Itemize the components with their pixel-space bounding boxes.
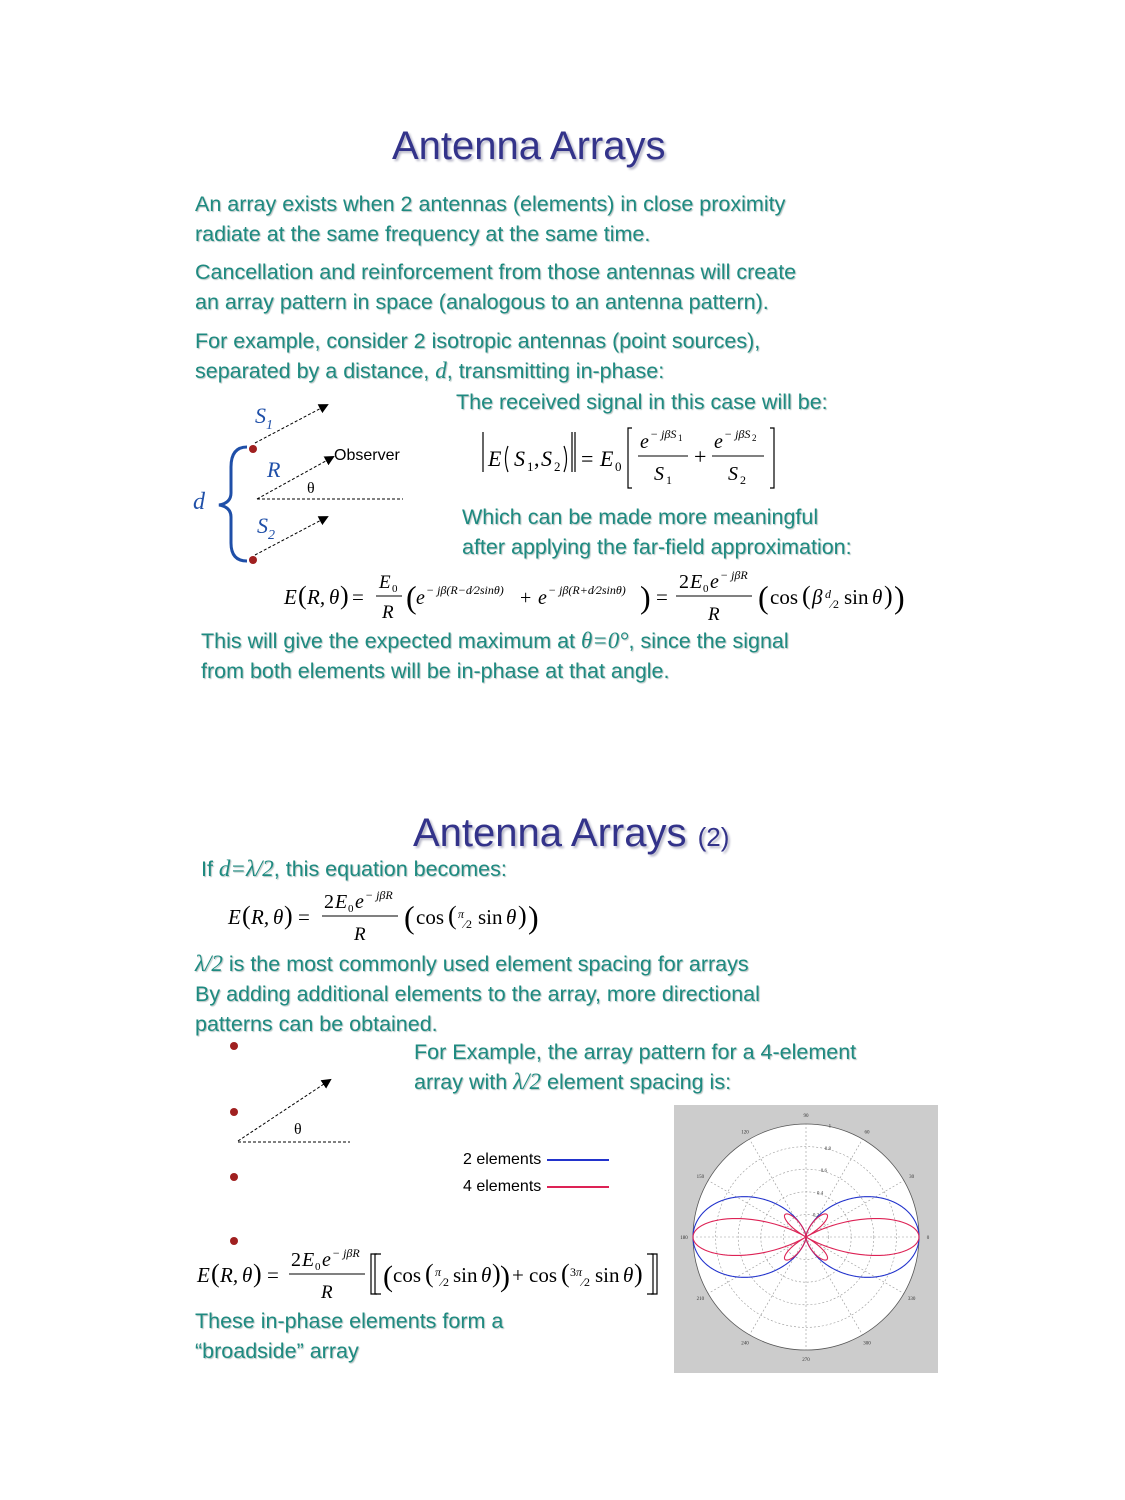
polar-angle-label: 120 [741, 1130, 749, 1136]
svg-text:⁄2: ⁄2 [441, 1275, 450, 1289]
polar-angle-label: 180 [680, 1236, 688, 1241]
svg-text:cos: cos [770, 585, 798, 609]
svg-text:0: 0 [315, 1261, 321, 1273]
maximum-text: This will give the expected maximum at θ=0°, since the signal from both elements will be in-phase at that angle. [201, 628, 789, 683]
far-field-equation [282, 568, 922, 628]
svg-text:θ: θ [506, 905, 517, 929]
svg-text:=: = [298, 905, 310, 929]
svg-text:2: 2 [679, 571, 689, 593]
svg-text:θ: θ [481, 1263, 492, 1287]
svg-text:E: E [197, 1263, 210, 1287]
element-dot-3 [230, 1173, 238, 1181]
r-label: R [267, 457, 281, 482]
polar-angle-label: 0 [926, 1236, 930, 1241]
svg-text:E: E [690, 571, 703, 593]
element-dot-2 [230, 1108, 238, 1116]
svg-text:sin: sin [478, 905, 503, 929]
svg-text:sin: sin [595, 1263, 620, 1287]
svg-text:): ) [253, 1259, 262, 1288]
d-label: d [193, 489, 205, 515]
legend-line-2-elements [547, 1159, 609, 1161]
observer-label: Observer [334, 447, 400, 464]
polar-angle-label: 240 [741, 1341, 749, 1347]
svg-text:cos: cos [393, 1263, 421, 1287]
polar-radius-label: 1 [828, 1124, 832, 1130]
svg-text:(: ( [211, 1259, 220, 1288]
svg-text:⁄2: ⁄2 [831, 597, 840, 611]
svg-text:θ: θ [273, 905, 284, 929]
meaningful-text: Which can be made more meaningful after applying the far-field approximation: [462, 505, 852, 559]
svg-text:1: 1 [666, 473, 672, 487]
polar-angle-label: 30 [909, 1175, 915, 1180]
svg-text:E: E [488, 446, 502, 471]
para1-line2: radiate at the same frequency at the same time. [195, 222, 651, 246]
svg-text:): ) [528, 899, 539, 935]
svg-text:R,: R, [251, 905, 270, 929]
example-text: For Example, the array pattern for a 4-element array with λ/2 element spacing is: [414, 1040, 857, 1094]
svg-text:+: + [694, 444, 707, 469]
svg-text:(: ( [561, 1259, 570, 1288]
svg-text:=: = [352, 585, 364, 609]
svg-text:E: E [379, 572, 391, 593]
svg-text:(: ( [406, 579, 417, 615]
legend-line-4-elements [547, 1186, 609, 1188]
svg-text:sin: sin [844, 585, 869, 609]
svg-text:β: β [812, 585, 823, 609]
half-wavelength-equation [226, 888, 566, 948]
svg-text:θ: θ [329, 585, 340, 609]
svg-text:e: e [640, 431, 649, 453]
slide1-title: Antenna Arrays [392, 124, 666, 168]
svg-text:): ) [500, 1260, 510, 1293]
svg-text:R: R [382, 602, 394, 623]
para1-line1: An array exists when 2 antennas (elements) in close proximity [195, 192, 786, 216]
svg-text:θ: θ [872, 585, 883, 609]
polar-pattern-chart [674, 1105, 938, 1373]
svg-text:=: = [656, 585, 668, 609]
svg-text:=: = [267, 1263, 279, 1287]
svg-text:): ) [634, 1259, 643, 1288]
svg-text:− jβ(R−d⁄2sinθ): − jβ(R−d⁄2sinθ) [426, 583, 504, 597]
legend [463, 1146, 609, 1200]
spacing-text-block: λ/2 is the most commonly used element spacing for arrays By adding additional elements to the array, more directional patterns can be obtained. [195, 951, 760, 1036]
brace-shape [219, 447, 247, 561]
legend-item-2-elements [463, 1146, 609, 1173]
svg-text:(: ( [758, 579, 769, 615]
svg-text:R: R [354, 924, 366, 945]
svg-text:(: ( [298, 581, 307, 610]
svg-text:R,: R, [220, 1263, 239, 1287]
polar-radius-label: 0.6 [820, 1169, 828, 1175]
polar-radius-label: 0.4 [816, 1191, 824, 1197]
svg-text:R,: R, [307, 585, 326, 609]
svg-text:R: R [321, 1282, 333, 1303]
svg-text:(: ( [802, 581, 811, 610]
legend-label-4-elements: 4 elements [463, 1177, 542, 1195]
svg-text:− jβ(R+d⁄2sinθ): − jβ(R+d⁄2sinθ) [548, 583, 626, 597]
svg-text:S: S [514, 446, 525, 471]
polar-radius-label: 0.2 [812, 1213, 820, 1219]
polar-angle-label: 90 [803, 1114, 809, 1119]
svg-text:0: 0 [392, 583, 398, 595]
legend-label-2-elements: 2 elements [463, 1150, 542, 1168]
svg-text:(: ( [404, 899, 415, 935]
element-dot-1 [230, 1042, 238, 1050]
s1-label: $S_1$ [255, 403, 273, 433]
array-factor-equation [195, 1244, 670, 1306]
svg-text:S: S [728, 463, 738, 485]
svg-text:(: ( [448, 901, 457, 930]
svg-text:π: π [435, 1265, 442, 1279]
if-text: If d=λ/2, this equation becomes: [201, 856, 507, 881]
svg-text:3: 3 [570, 1265, 576, 1279]
para3-line2: separated by a distance, d, transmitting in-phase: [195, 358, 665, 383]
svg-text:− jβR: − jβR [365, 888, 393, 902]
svg-text:E: E [302, 1249, 315, 1271]
svg-text:e: e [322, 1249, 331, 1271]
svg-text:E: E [284, 585, 297, 609]
svg-text:2: 2 [291, 1249, 301, 1271]
svg-text:2: 2 [740, 473, 746, 487]
svg-text:(: ( [383, 1260, 393, 1293]
svg-text:1: 1 [678, 433, 683, 443]
svg-text:e: e [355, 891, 364, 913]
svg-text:⁄2: ⁄2 [464, 917, 473, 931]
svg-text:2: 2 [554, 459, 561, 474]
two-element-diagram [185, 395, 425, 575]
theta-label: θ [307, 480, 315, 497]
svg-text:): ) [492, 1259, 501, 1288]
svg-text:+: + [520, 587, 532, 609]
svg-text:⁄2: ⁄2 [582, 1275, 591, 1289]
svg-text:π: π [576, 1265, 583, 1279]
received-signal-equation [478, 424, 788, 494]
svg-text:): ) [340, 581, 349, 610]
s2-label: $S_2$ [257, 513, 275, 543]
svg-text:− jβR: − jβR [720, 568, 748, 582]
element-dot-top [249, 445, 257, 453]
svg-text:(: ( [242, 901, 251, 930]
polar-angle-label: 150 [696, 1175, 705, 1180]
svg-text:d: d [825, 587, 831, 601]
polar-angle-label: 210 [696, 1297, 705, 1302]
polar-radius-label: 0.8 [824, 1146, 831, 1152]
broadside-text: These in-phase elements form a “broadside” array [195, 1309, 504, 1363]
svg-text:θ: θ [623, 1263, 634, 1287]
polar-angle-label: 60 [864, 1130, 870, 1136]
svg-text:− jβS: − jβS [724, 427, 751, 441]
svg-text:2: 2 [752, 433, 757, 443]
svg-text:(: ( [425, 1259, 434, 1288]
svg-text:): ) [518, 901, 527, 930]
svg-text:θ: θ [242, 1263, 253, 1287]
slide1-text-block [195, 189, 796, 386]
received-signal-text: The received signal in this case will be: [456, 390, 828, 414]
theta-label-2: θ [294, 1121, 302, 1138]
svg-text:e: e [538, 587, 547, 609]
svg-text:e: e [714, 431, 723, 453]
polar-angle-label: 330 [907, 1297, 916, 1302]
svg-text:0: 0 [703, 583, 709, 595]
slide2-title-suffix: (2) [697, 822, 730, 852]
svg-text:1: 1 [527, 459, 534, 474]
svg-text:,: , [534, 446, 540, 471]
svg-text:E: E [600, 446, 614, 471]
svg-text:E: E [335, 891, 348, 913]
svg-text:e: e [710, 571, 719, 593]
svg-text:): ) [894, 579, 905, 615]
polar-angle-label: 300 [863, 1341, 871, 1347]
four-element-diagram [222, 1036, 362, 1251]
legend-item-4-elements [463, 1173, 609, 1200]
svg-text:e: e [416, 587, 425, 609]
svg-text:0: 0 [348, 903, 354, 915]
svg-text:− jβS: − jβS [650, 427, 677, 441]
polar-angle-label: 270 [802, 1358, 810, 1363]
slide2-title: Antenna Arrays (2) [413, 811, 730, 855]
svg-text:sin: sin [453, 1263, 478, 1287]
svg-text:cos: cos [529, 1263, 557, 1287]
svg-text:): ) [640, 579, 651, 615]
svg-text:+: + [512, 1263, 524, 1287]
svg-text:cos: cos [416, 905, 444, 929]
svg-text:): ) [284, 901, 293, 930]
svg-text:E: E [228, 905, 241, 929]
svg-text:2: 2 [324, 891, 334, 913]
svg-text:− jβR: − jβR [332, 1246, 360, 1260]
svg-text:S: S [654, 463, 664, 485]
para2-line1: Cancellation and reinforcement from those antennas will create [195, 260, 797, 284]
para3-line1: For example, consider 2 isotropic antennas (point sources), [195, 329, 761, 353]
svg-text:0: 0 [615, 459, 622, 474]
svg-text:π: π [458, 907, 465, 921]
svg-text:): ) [884, 581, 893, 610]
svg-text:R: R [708, 604, 720, 625]
para2-line2: an array pattern in space (analogous to an antenna pattern). [195, 290, 769, 314]
element-dot-bottom [249, 556, 257, 564]
svg-text:S: S [541, 446, 552, 471]
svg-text:=: = [581, 446, 594, 471]
